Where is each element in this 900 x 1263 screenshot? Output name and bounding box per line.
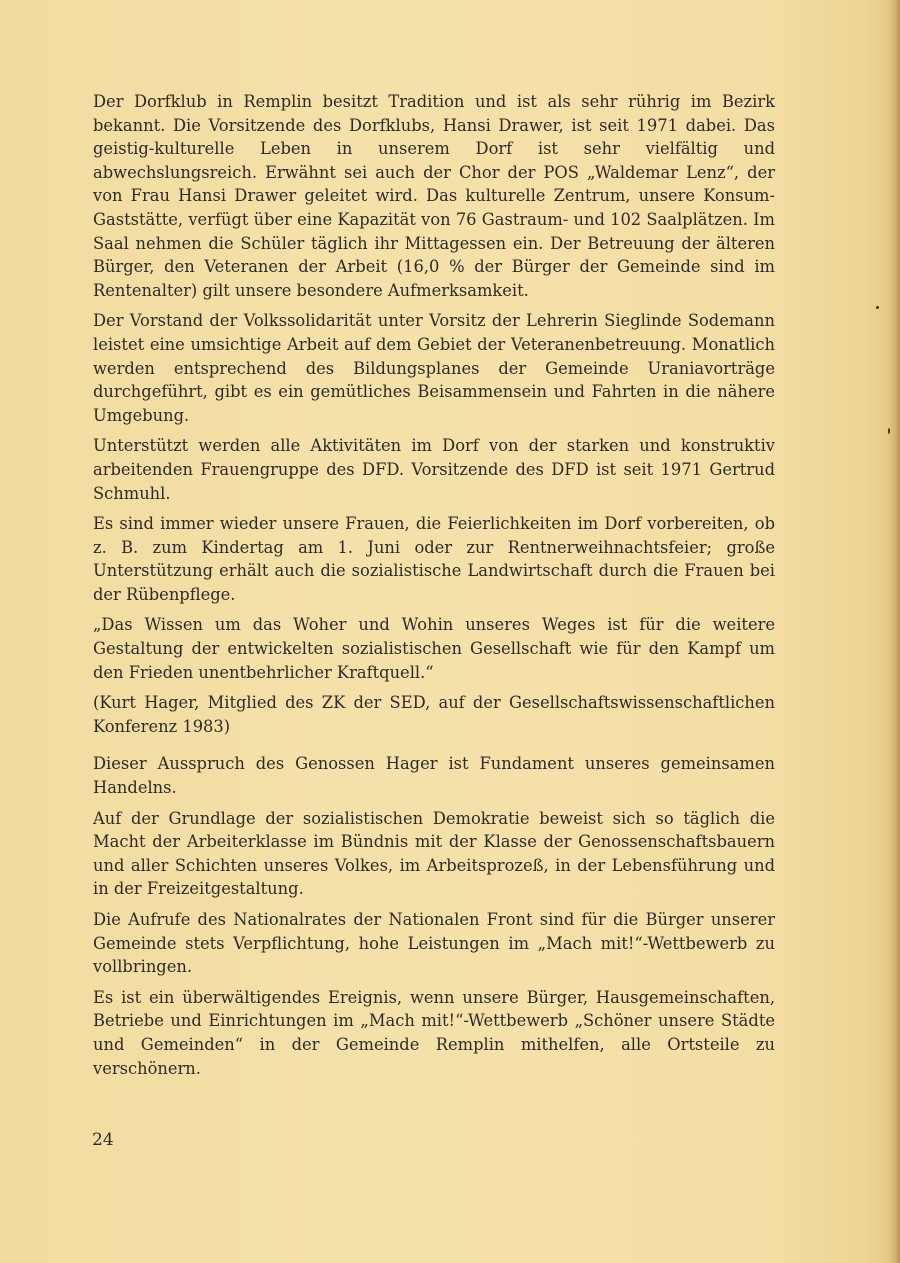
- paragraph-dorfklub: Der Dorfklub in Remplin besitzt Tradition und ist als sehr rührig im Bezirk bekannt. Die Vorsitzende des Dorfklubs, Hansi Drawer, ist seit 1971 dabei. Das geistig-kulturelle Leben in unserem Dorf ist sehr vielfältig und abwechslungsreich. Erwähnt sei auch der Chor der POS „Waldemar Lenz“, der von Frau Hansi Drawer geleitet wird. Das kulturelle Zentrum, unsere Konsum-Gaststätte, verfügt über eine Kapazität von 76 Gastraum- und 102 Saalplätzen. Im Saal nehmen die Schüler täglich ihr Mittagessen ein. Der Betreuung der älteren Bürger, den Veteranen der Arbeit (16,0 % der Bürger der Gemeinde sind im Rentenalter) gilt unsere besondere Aufmerksamkeit.: [93, 92, 775, 300]
- page-edge-shadow: [888, 0, 900, 1263]
- paragraph-feierlichkeiten: Es sind immer wieder unsere Frauen, die Feierlichkeiten im Dorf vorbereiten, ob z. B. zum Kindertag am 1. Juni oder zur Rentnerweihnachtsfeier; große Unterstützung erhält auch die sozialistische Landwirtschaft durch die Frauen bei der Rübenpflege.: [93, 514, 775, 604]
- quote-hager: „Das Wissen um das Woher und Wohin unseres Weges ist für die weitere Gestaltung der entwickelten sozialistischen Gesellschaft wie für den Kampf um den Frieden unentbehrlicher Kraftquell.“: [93, 615, 775, 682]
- paragraph-volkssolidaritaet: Der Vorstand der Volkssolidarität unter Vorsitz der Lehrerin Sieglinde Sodemann leistet eine umsichtige Arbeit auf dem Gebiet der Veteranenbetreuung. Monatlich werden entsprechend des Bildungsplanes der Gemeinde Uraniavorträge durchgeführt, gibt es ein gemütliches Beisammensein und Fahrten in die nähere Umgebung.: [93, 311, 775, 425]
- paper-speck: [876, 306, 879, 309]
- page-number: 24: [92, 1130, 114, 1150]
- body-text: [93, 90, 775, 1087]
- paragraph-ereignis: Es ist ein überwältigendes Ereignis, wenn unsere Bürger, Hausgemeinschaften, Betriebe und Einrichtungen im „Mach mit!“-Wettbewerb „Schöner unsere Städte und Gemeinden“ in der Gemeinde Remplin mithelfen, alle Ortsteile zu verschönern.: [93, 987, 775, 1078]
- paragraph-ausspruch: Dieser Ausspruch des Genossen Hager ist Fundament unseres gemeinsamen Handelns.: [93, 754, 775, 798]
- paper-speck: [888, 428, 890, 434]
- paragraph-frauengruppe: Unterstützt werden alle Aktivitäten im Dorf von der starken und konstruktiv arbeitenden Frauengruppe des DFD. Vorsitzende des DFD ist seit 1971 Gertrud Schmuhl.: [93, 436, 775, 503]
- quote-attribution: (Kurt Hager, Mitglied des ZK der SED, auf der Gesellschaftswissenschaftlichen Konferenz 1983): [93, 693, 775, 736]
- paragraph-aufrufe: Die Aufrufe des Nationalrates der Nationalen Front sind für die Bürger unserer Gemeinde stets Verpflichtung, hohe Leistungen im „Mach mit!“-Wettbewerb zu vollbringen.: [93, 910, 775, 977]
- paragraph-demokratie: Auf der Grundlage der sozialistischen Demokratie beweist sich so täglich die Macht der Arbeiterklasse im Bündnis mit der Klasse der Genossenschaftsbauern und aller Schichten unseres Volkes, im Arbeitsprozeß, in der Lebensführung und in der Freizeitgestaltung.: [93, 808, 775, 899]
